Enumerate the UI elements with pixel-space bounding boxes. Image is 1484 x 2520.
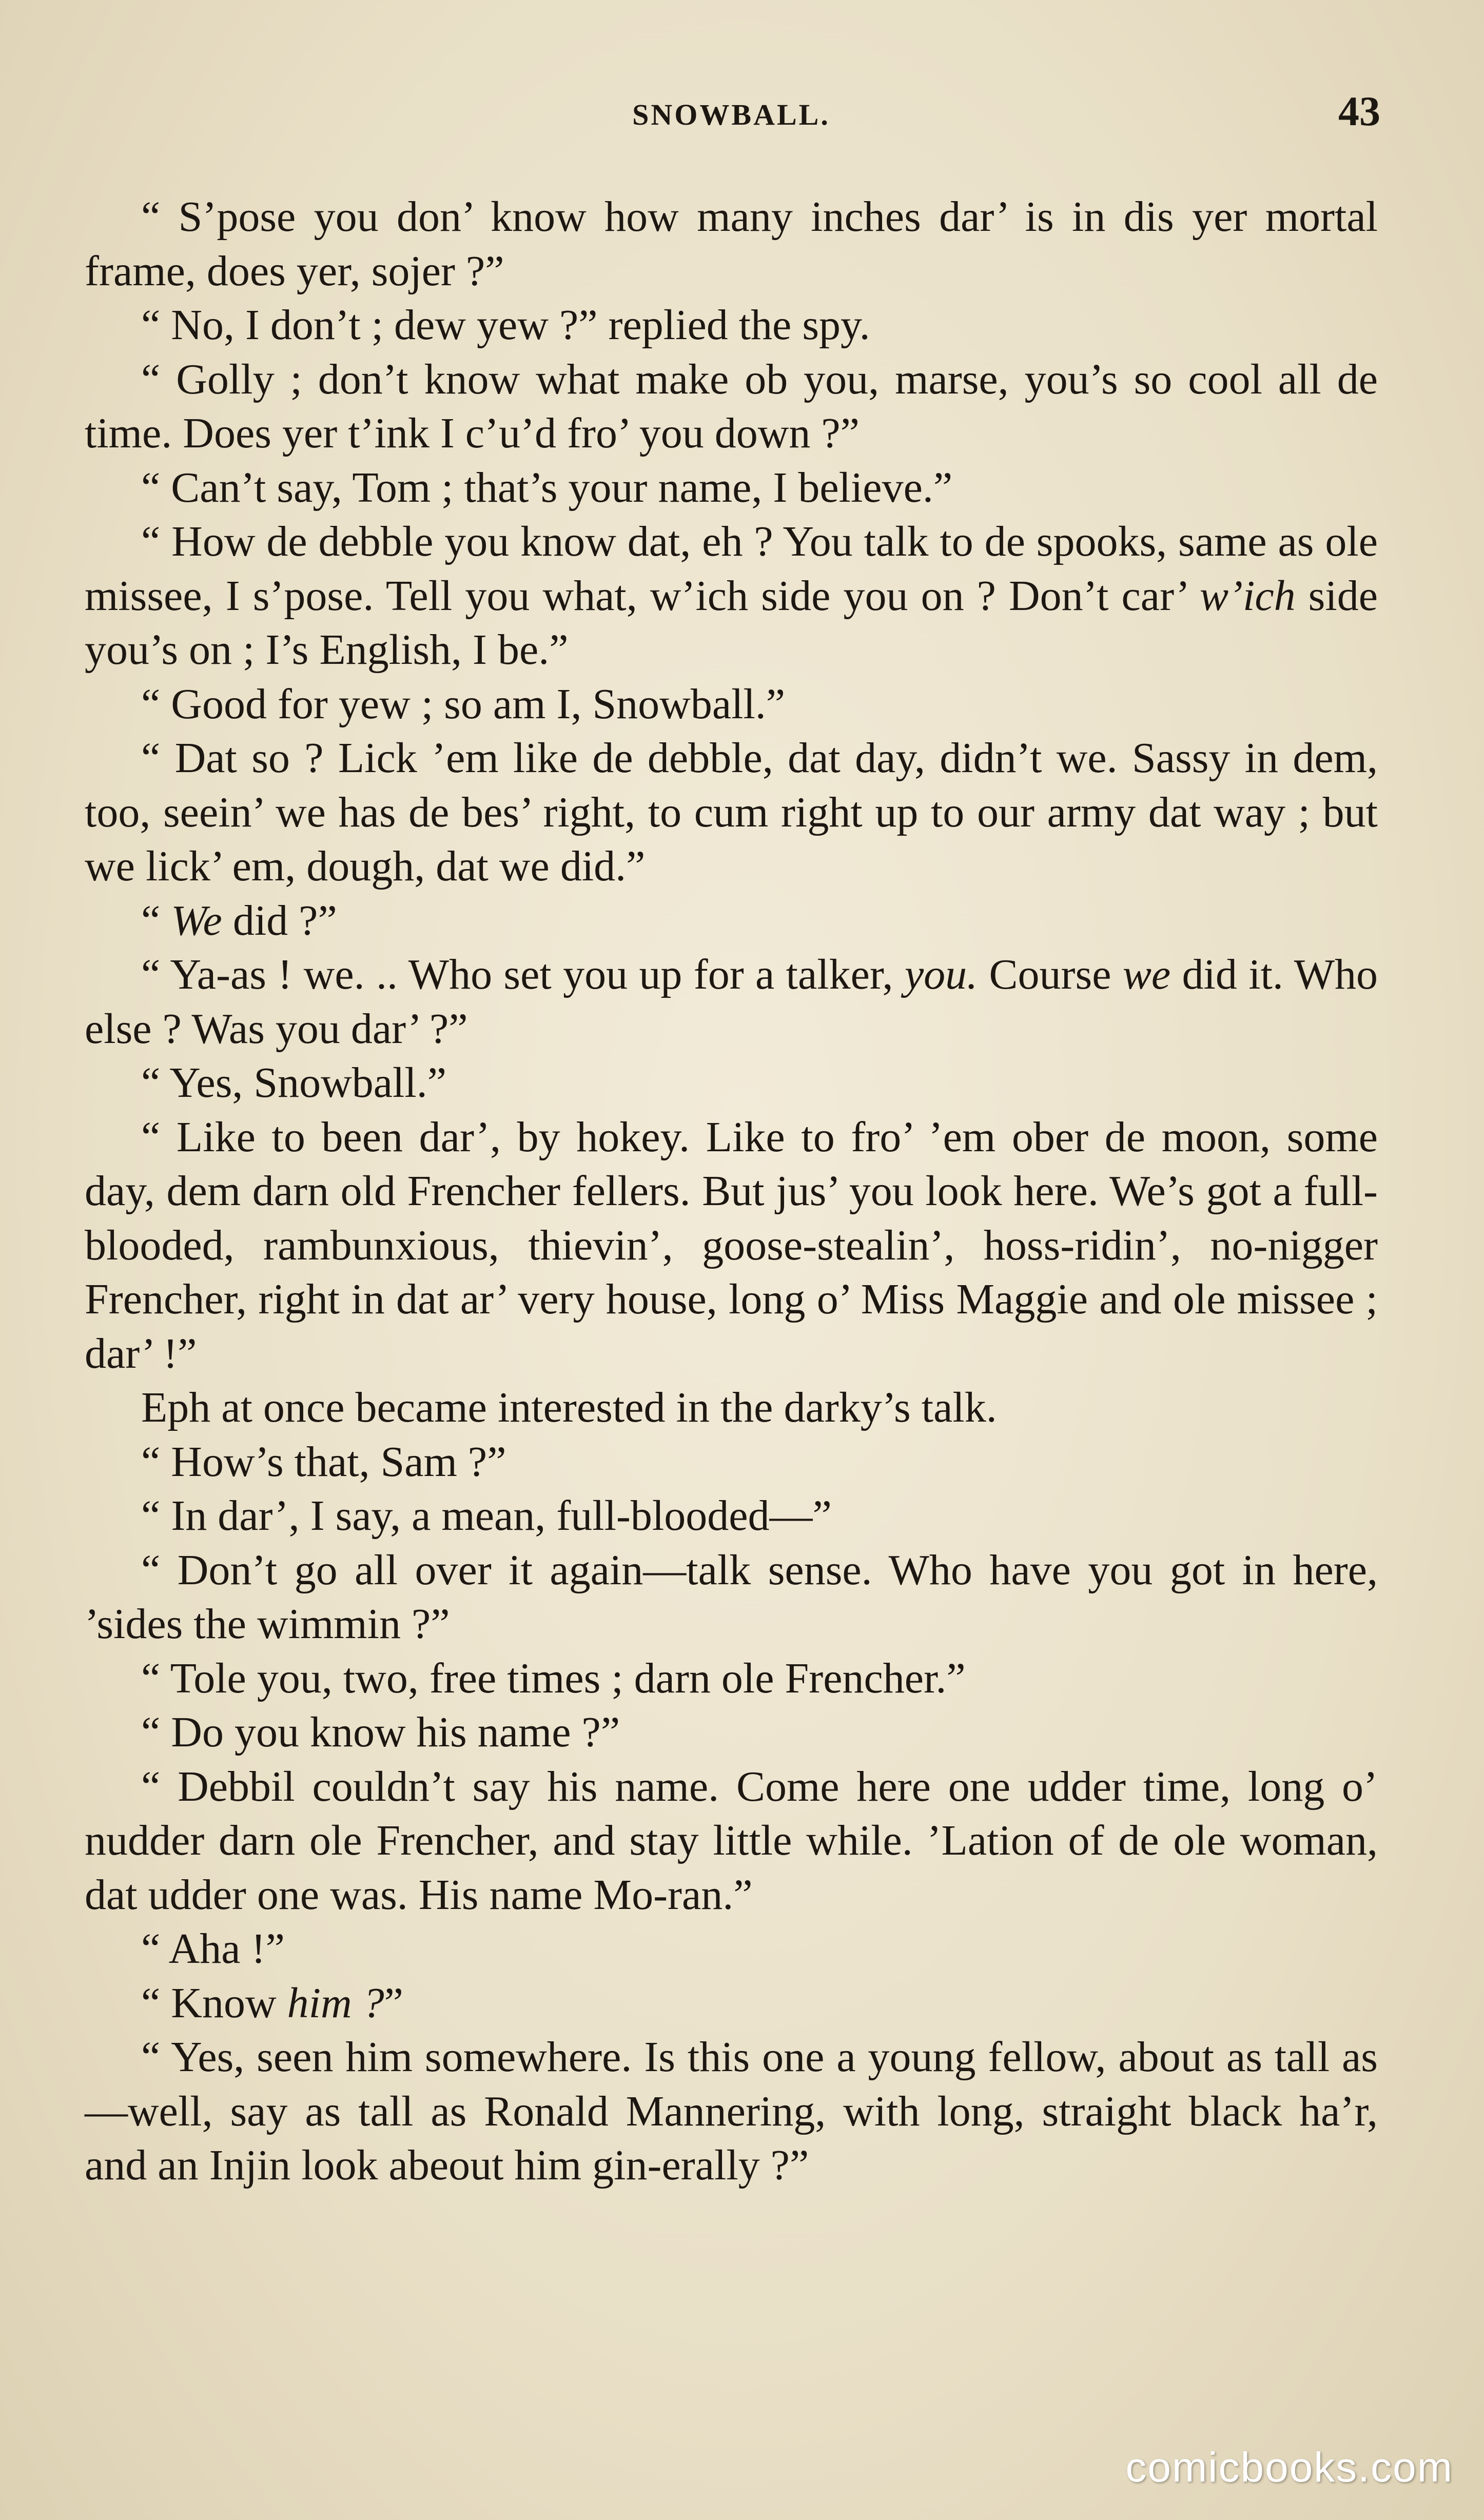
- paragraph: “ In dar’, I say, a mean, full-blooded—”: [141, 1492, 832, 1540]
- paragraph: “ No, I don’t ; dew yew ?” replied the spy.: [141, 301, 870, 349]
- paragraph: “ How de debble you know dat, eh ? You talk to de spooks, same as ole missee, I s’pose. Tell you what, w’ich side you on ? Don’t car’ w’ich side you’s on ; I’s English, I be.”: [85, 518, 1378, 674]
- watermark-text: comicbooks.com: [1125, 2444, 1453, 2491]
- running-head: SNOWBALL.: [632, 98, 830, 131]
- page-header: [82, 87, 1380, 149]
- paragraph: “ Debbil couldn’t say his name. Come here one udder time, long o’ nudder darn ole Frencher, and stay little while. ’Lation of de ole woman, dat udder one was. His name Mo-ran.”: [85, 1762, 1378, 1919]
- page-number: 43: [1338, 88, 1380, 134]
- paragraph: “ Tole you, two, free times ; darn ole Frencher.”: [141, 1654, 966, 1702]
- paragraph: “ Can’t say, Tom ; that’s your name, I believe.”: [141, 463, 953, 511]
- paragraph: “ Yes, seen him somewhere. Is this one a young fellow, about as tall as—well, say as tall as Ronald Mannering, with long, straight black ha’r, and an Injin look abeout him gin-erally ?”: [85, 2033, 1378, 2189]
- paragraph: “ S’pose you don’ know how many inches dar’ is in dis yer mortal frame, does yer, sojer ?”: [85, 193, 1378, 295]
- body-text: [85, 190, 1378, 2193]
- paragraph: “ We did ?”: [141, 896, 337, 944]
- italic-text: We: [171, 896, 222, 944]
- italic-text: we: [1122, 951, 1171, 998]
- paragraph: “ Good for yew ; so am I, Snowball.”: [141, 680, 786, 728]
- paragraph: “ Ya-as ! we. .. Who set you up for a talker, you. Course we did it. Who else ? Was you dar’ ?”: [85, 951, 1378, 1053]
- italic-text: him ?: [287, 1979, 384, 2027]
- paragraph: “ Do you know his name ?”: [141, 1708, 620, 1756]
- paragraph: “ Like to been dar’, by hokey. Like to fro’ ’em ober de moon, some day, dem darn old Frencher fellers. But jus’ you look here. We’s got a full-blooded, rambunxious, thievin’, goose-stealin’, hoss-ridin’, no-nigger Frencher, right in dat ar’ very house, long o’ Miss Maggie and ole missee ; dar’ !”: [85, 1113, 1378, 1377]
- paragraph: “ How’s that, Sam ?”: [141, 1438, 506, 1486]
- paragraph: “ Yes, Snowball.”: [141, 1059, 447, 1107]
- paragraph: “ Know him ?”: [141, 1979, 403, 2027]
- italic-text: w’ich: [1199, 572, 1296, 620]
- paragraph: “ Aha !”: [141, 1925, 285, 1973]
- italic-text: you.: [904, 951, 978, 998]
- paragraph: “ Don’t go all over it again—talk sense. Who have you got in here, ’sides the wimmin ?”: [85, 1546, 1378, 1648]
- paragraph: Eph at once became interested in the darky’s talk.: [141, 1384, 997, 1431]
- paragraph: “ Golly ; don’t know what make ob you, marse, you’s so cool all de time. Does yer t’ink I c’u’d fro’ you down ?”: [85, 355, 1378, 457]
- paragraph: “ Dat so ? Lick ’em like de debble, dat day, didn’t we. Sassy in dem, too, seein’ we has de bes’ right, to cum right up to our army dat way ; but we lick’ em, dough, dat we did.”: [85, 734, 1378, 890]
